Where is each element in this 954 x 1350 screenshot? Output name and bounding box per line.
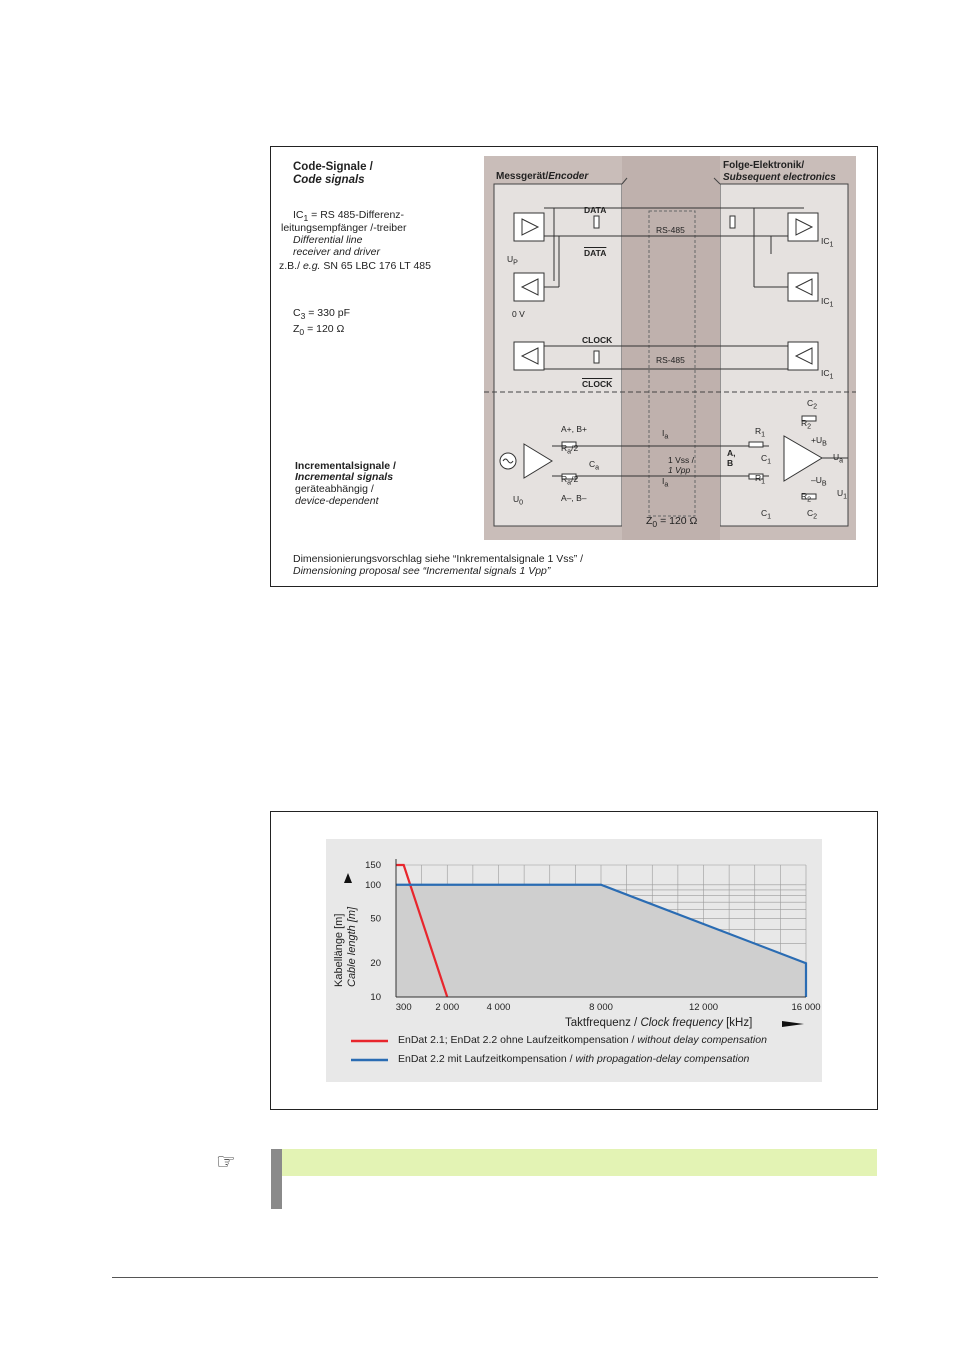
ra2-top-label: $R_a/2$: [561, 443, 579, 456]
note-band: [282, 1149, 877, 1176]
schematic-svg: [484, 156, 856, 540]
dimensioning-note: Dimensionierungsvorschlag siehe “Inkrementalsignale 1 Vss” /: [293, 553, 584, 565]
data-receiver-box: [514, 273, 544, 301]
ic1-description-de: leitungsempfänger /-treiber: [281, 222, 407, 234]
footer-rule: [112, 1277, 878, 1278]
u0-label: $U_0$: [513, 494, 524, 507]
chart-area-fill: [396, 885, 806, 997]
ic1-clock-box: [788, 342, 818, 370]
rs485-data-label: RS-485: [656, 225, 685, 235]
x-tick-label: 300: [395, 1002, 412, 1013]
ic1-description: $IC_1$ = RS 485-Differenz-: [293, 209, 405, 224]
clock-bar-label: CLOCK: [582, 379, 613, 389]
chart-frame: [270, 811, 878, 1110]
cable-zone: [622, 156, 720, 540]
incremental-title: Incrementalsignale /: [295, 460, 396, 472]
y-axis-arrow-icon: [344, 873, 352, 883]
ca-label: $C_a$: [589, 459, 600, 472]
code-signals-title-en: Code signals: [293, 174, 365, 186]
z0-receiver-resistor: [730, 216, 735, 228]
up-label: $U_P$: [507, 254, 518, 267]
y-axis-label-de: Kabellänge [m]: [333, 913, 345, 987]
x-axis-label: Taktfrequenz / Clock frequency [kHz]: [565, 1017, 753, 1029]
x-axis-arrow-icon: [782, 1021, 804, 1027]
ic1-description-en-2: receiver and driver: [293, 246, 380, 258]
data-bar-label: DATA: [584, 248, 607, 258]
ic1-label-data: $IC_1$: [821, 236, 834, 249]
device-dependent: geräteabhängig /: [295, 483, 374, 495]
x-tick-label: 8 000: [589, 1002, 613, 1013]
ab-plus-label: A+, B+: [561, 424, 587, 434]
ub-plus-label: $+U_B$: [811, 435, 827, 448]
z0-value: $Z_0 = 120$ Ω: [293, 323, 345, 338]
rs485-clock-label: RS-485: [656, 355, 685, 365]
ia-bottom-label: $I_a$: [662, 476, 669, 489]
ic1-driver-box: [788, 273, 818, 301]
x-tick-label: 4 000: [486, 1002, 511, 1013]
z0-data-resistor: [594, 216, 599, 228]
ic1-receiver-box: [788, 213, 818, 241]
example-part-number: z.B./ e.g. SN 65 LBC 176 LT 485: [279, 260, 431, 272]
clock-label: CLOCK: [582, 335, 613, 345]
c2-bottom-label: $C_2$: [807, 508, 818, 521]
y-tick-label: 20: [370, 958, 381, 970]
note-bar: [271, 1149, 282, 1209]
ab-minus-label: A–, B–: [561, 493, 587, 503]
clock-driver-box: [514, 342, 544, 370]
r1-resistor-top: [749, 442, 763, 447]
dimensioning-note-en: Dimensioning proposal see “Incremental signals 1 Vpp”: [293, 565, 551, 577]
u1-label: $U_1$: [837, 488, 848, 501]
vpp-label: 1 Vpp: [668, 465, 691, 475]
subsequent-electronics-label-en: Subsequent electronics: [723, 172, 836, 183]
ab-receiver-label: A,: [727, 448, 736, 458]
ic1-description-en-1: Differential line: [293, 234, 363, 246]
r2-bottom-label: $R_2$: [801, 491, 812, 504]
ic1-label-clock: $IC_1$: [821, 368, 834, 381]
y-axis-label-en: Cable length [m]: [346, 906, 358, 987]
r2-top-label: $R_2$: [801, 418, 812, 431]
ab-receiver-label-2: B: [727, 458, 734, 468]
r1-bottom-label: $R_1$: [755, 473, 766, 486]
ic1-label-data-driver: $IC_1$: [821, 296, 834, 309]
incremental-title-en: Incremental signals: [295, 471, 394, 483]
c3-value: $C_3 = 330$ pF: [293, 307, 350, 322]
z0-cable-label: $Z_0 = 120$ Ω: [646, 515, 698, 530]
code-signals-title: Code-Signale /: [293, 161, 373, 173]
subsequent-electronics-label: Folge-Elektronik/: [723, 160, 805, 171]
y-tick-label: 10: [370, 992, 381, 1003]
x-tick-label: 16 000: [791, 1002, 821, 1013]
ra2-bottom-label: $R_a/2$: [561, 474, 579, 487]
device-dependent-en: device-dependent: [295, 495, 379, 507]
encoder-label: Messgerät/Encoder: [496, 171, 589, 182]
circuit-diagram-frame: [270, 146, 878, 587]
data-driver-box: [514, 213, 544, 241]
x-tick-label: 2 000: [435, 1002, 460, 1013]
r1-top-label: $R_1$: [755, 426, 766, 439]
z0-clock-resistor: [594, 351, 599, 363]
c1-top-label: $C_1$: [761, 453, 772, 466]
y-tick-label: 50: [370, 913, 381, 925]
c2-top-label: $C_2$: [807, 398, 818, 411]
x-tick-label: 12 000: [688, 1002, 719, 1013]
encoder-panel: [494, 184, 622, 526]
c1-bottom-label: $C_1$: [761, 508, 772, 521]
vss-label: 1 Vss /: [668, 455, 694, 465]
y-axis-label: [333, 907, 359, 987]
y-tick-label: 100: [365, 879, 381, 891]
y-tick-label: 150: [365, 860, 381, 871]
ub-minus-label: $-U_B$: [811, 475, 827, 488]
ua-label: $U_a$: [833, 452, 844, 465]
legend-endat21: EnDat 2.1; EnDat 2.2 ohne Laufzeitkompensation / without delay compensation: [398, 1034, 767, 1046]
zero-v-label: 0 V: [512, 309, 525, 319]
legend-endat22: EnDat 2.2 mit Laufzeitkompensation / with propagation-delay compensation: [398, 1053, 750, 1065]
data-label: DATA: [584, 205, 607, 215]
pointing-hand-icon: ☞: [216, 1149, 236, 1174]
ia-top-label: $I_a$: [662, 428, 669, 441]
